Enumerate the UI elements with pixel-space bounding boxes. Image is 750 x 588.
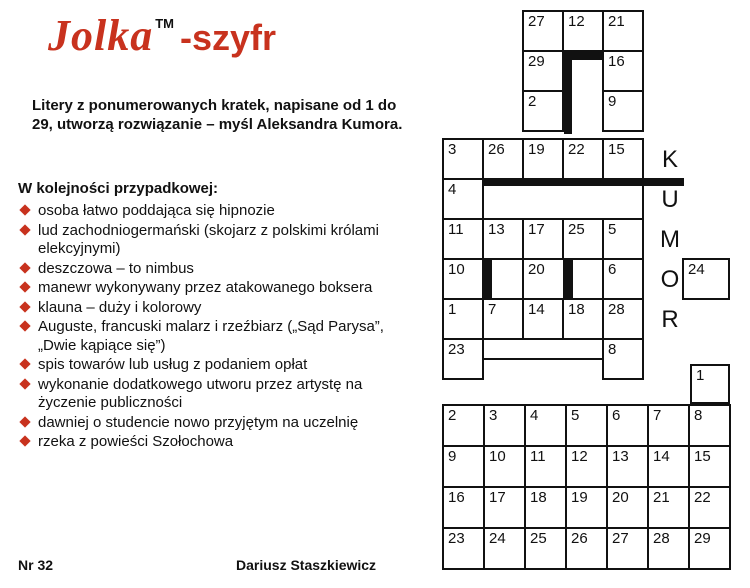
cell-number: 3 [448,141,457,158]
clue-text: wykonanie dodatkowego utworu przez artystę na życzenie publiczności [38,375,363,411]
grid-cell[interactable] [602,218,644,260]
solution-marker-cell[interactable] [690,364,730,404]
cell-number: 12 [568,13,585,30]
clue-text: spis towarów lub usług z podaniem opłat [38,356,308,373]
solution-cell[interactable] [524,445,567,488]
grid-cell[interactable] [602,138,644,180]
cell-number: 29 [528,53,545,70]
grid-cell[interactable] [602,10,644,52]
cell-number: 15 [608,141,625,158]
cell-number: 1 [448,301,457,318]
cell-number: 23 [448,530,465,547]
cell-number: 27 [528,13,545,30]
cell-number: 13 [612,448,629,465]
solution-cell[interactable] [647,404,690,447]
solution-cell[interactable] [565,404,608,447]
cell-number: 20 [612,489,629,506]
cell-number: 6 [612,407,621,424]
solution-cell[interactable] [442,486,485,529]
solution-cell[interactable] [483,404,526,447]
solution-cell[interactable] [606,445,649,488]
grid-cell[interactable] [562,10,604,52]
solution-cell[interactable] [647,486,690,529]
solution-cell[interactable] [524,404,567,447]
grid-wall [482,259,492,299]
grid-cell[interactable] [602,338,644,380]
cell-number: 17 [528,221,545,238]
grid-cell[interactable] [482,138,524,180]
cell-number: 1 [696,367,705,384]
cell-number: 11 [448,221,464,238]
solution-cell[interactable] [565,445,608,488]
solution-cell[interactable] [565,486,608,529]
grid-cell[interactable] [482,218,524,260]
cell-number: 17 [489,489,506,506]
grid-cell[interactable] [442,138,484,180]
cell-number: 26 [488,141,505,158]
cell-number: 19 [528,141,545,158]
grid-cell[interactable] [562,298,604,340]
cell-number: 10 [489,448,506,465]
cell-number: 18 [568,301,585,318]
cell-number: 28 [608,301,625,318]
cell-number: 5 [571,407,580,424]
grid-cell[interactable] [562,218,604,260]
grid-cell[interactable] [562,138,604,180]
grid-cell[interactable] [442,338,484,380]
cell-number: 3 [489,407,498,424]
cell-number: 7 [653,407,662,424]
kumor-letter: M [660,226,680,253]
jolka-logo: Jolka [48,11,154,60]
grid-cell[interactable] [602,258,644,300]
kumor-letter: O [660,266,680,293]
grid-wall [482,178,684,186]
clue-text: deszczowa – to nimbus [38,259,194,277]
cell-number: 9 [608,93,617,110]
cell-number: 22 [568,141,585,158]
cell-number: 8 [608,341,617,358]
cell-number: 6 [608,261,617,278]
cell-number: 19 [571,489,588,506]
clues-heading: W kolejności przypadkowej: [18,180,219,197]
cell-number: 21 [653,489,670,506]
solution-cell[interactable] [688,486,731,529]
cell-number: 7 [488,301,497,318]
cell-number: 12 [571,448,588,465]
grid-cell[interactable] [602,50,644,92]
solution-cell[interactable] [524,486,567,529]
cell-number: 24 [688,261,705,278]
cell-number: 13 [488,221,505,238]
solution-cell[interactable] [688,527,731,570]
grid-cell[interactable] [602,298,644,340]
cell-number: 29 [694,530,711,547]
kumor-letter: K [661,146,678,173]
cell-number: 14 [528,301,545,318]
cell-number: 20 [528,261,545,278]
clue-text: Auguste, francuski malarz i rzeźbiarz („Sąd Parysa”, „Dwie kąpiące się”) [38,318,384,354]
cell-number: 21 [608,13,625,30]
cell-number: 26 [571,530,588,547]
trademark-mark: TM [155,16,175,31]
solution-cell[interactable] [688,445,731,488]
cell-number: 8 [694,407,703,424]
cell-number: 2 [448,407,457,424]
clue-text: osoba łatwo poddająca się hipnozie [38,202,275,219]
cell-number: 24 [489,530,506,547]
cell-number: 2 [528,93,537,110]
solution-cell[interactable] [442,445,485,488]
cell-number: 25 [530,530,547,547]
cell-number: 5 [608,221,617,238]
cell-number: 4 [530,407,539,424]
grid-cell[interactable] [482,298,524,340]
title-suffix: -szyfr [180,17,277,58]
grid-cell[interactable] [442,178,484,220]
cell-number: 27 [612,530,629,547]
cell-number: 22 [694,489,711,506]
cell-number: 11 [530,448,546,465]
solution-cell[interactable] [483,527,526,570]
cell-number: 28 [653,530,670,547]
grid-wall [563,259,573,299]
grid-cell[interactable] [682,258,730,300]
grid-wall [564,52,572,134]
grid-cell[interactable] [522,298,564,340]
grid-cell[interactable] [522,10,564,52]
solution-cell[interactable] [442,527,485,570]
solution-cell[interactable] [606,404,649,447]
solution-cell[interactable] [442,404,485,447]
grid-cell[interactable] [442,298,484,340]
solution-cell[interactable] [606,486,649,529]
cell-number: 9 [448,448,457,465]
grid-cell[interactable] [442,218,484,260]
clue-text: rzeka z powieści Szołochowa [38,433,234,450]
solution-cell[interactable] [483,486,526,529]
kumor-letter: R [661,306,679,333]
grid-cell-merged[interactable] [482,338,604,360]
cell-number: 15 [694,448,711,465]
clue-text: manewr wykonywany przez atakowanego boksera [38,279,373,296]
instructions: Litery z ponumerowanych kratek, napisane od 1 do 29, utworzą rozwiązanie – myśl Aleksandra Kumora. [32,97,403,133]
clue-text: klauna – duży i kolorowy [38,298,202,316]
solution-cell[interactable] [606,527,649,570]
kumor-letter: U [661,186,679,213]
cell-number: 4 [448,181,457,198]
grid-cell[interactable] [522,50,564,92]
cell-number: 25 [568,221,585,238]
solution-cell[interactable] [483,445,526,488]
solution-cell[interactable] [647,527,690,570]
solution-cell[interactable] [688,404,731,447]
solution-cell[interactable] [565,527,608,570]
grid-cell[interactable] [522,218,564,260]
grid-cell[interactable] [442,258,484,300]
solution-cell[interactable] [647,445,690,488]
grid-cell[interactable] [602,90,644,132]
cell-number: 14 [653,448,670,465]
clue-text: dawniej o studencie nowo przyjętym na uczelnię [38,413,359,431]
cell-number: 18 [530,489,547,506]
cell-number: 10 [448,261,465,278]
solution-cell[interactable] [524,527,567,570]
grid-cell[interactable] [522,90,564,132]
cell-number: 23 [448,341,465,358]
clue-text: lud zachodniogermański (skojarz z polskimi królami elekcyjnymi) [38,221,379,257]
author-name: Dariusz Staszkiewicz [236,557,377,573]
cell-number: 16 [448,489,465,506]
cell-number: 16 [608,53,625,70]
grid-cell[interactable] [522,138,564,180]
issue-number: Nr 32 [18,557,54,573]
